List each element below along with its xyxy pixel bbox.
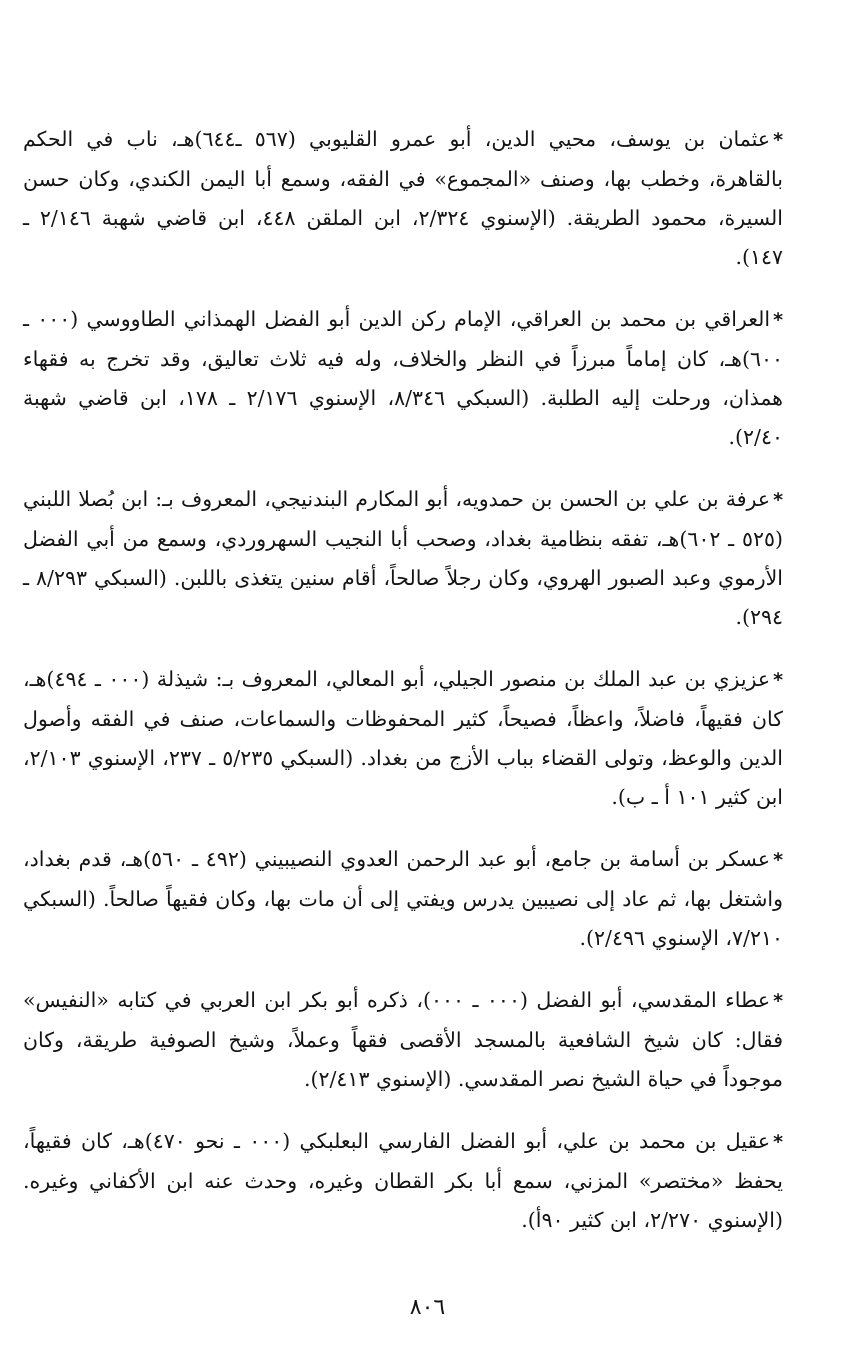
biography-entry (23, 480, 783, 637)
entry-marker: * (773, 489, 783, 511)
entry-text: عطاء المقدسي، أبو الفضل (٠٠٠ ـ ٠٠٠)، ذكره أبو بكر ابن العربي في كتابه «النفيس» فقال: كان شيخ الشافعية بالمسجد الأقصى فقهاً وعملاً، وشيخ الصوفية طريقة، وكان موجوداً في حياة الشيخ نصر المقدسي. (الإسنوي ٢/٤١٣). (23, 988, 783, 1091)
entry-marker: * (773, 309, 783, 331)
biography-entry (23, 120, 783, 277)
entry-marker: * (773, 990, 783, 1012)
entry-text: عزيزي بن عبد الملك بن منصور الجيلي، أبو المعالي، المعروف بـ: شيذلة (٠٠٠ ـ ٤٩٤)هـ، كان فقيهاً، فاضلاً، واعظاً، فصيحاً، كثير المحفوظات والسماعات، صنف في الفقه وأصول الدين والوعظ، وتولى القضاء بباب الأزج من بغداد. (السبكي ٥/٢٣٥ ـ ٢٣٧، الإسنوي ٢/١٠٣، ابن كثير ١٠١ أ ـ ب). (23, 667, 783, 809)
entry-text: عرفة بن علي بن الحسن بن حمدويه، أبو المكارم البندنيجي، المعروف بـ: ابن بُصلا اللبني (٥٢٥ ـ ٦٠٢)هـ، تفقه بنظامية بغداد، وصحب أبا النجيب السهروردي، وسمع من أبي الفضل الأرموي وعبد الصبور الهروي، وكان رجلاً صالحاً، أقام سنين يتغذى باللبن. (السبكي ٨/٢٩٣ ـ ٢٩٤). (23, 487, 783, 629)
entry-text: العراقي بن محمد بن العراقي، الإمام ركن الدين أبو الفضل الهمذاني الطاووسي (٠٠٠ ـ ٦٠٠)هـ، كان إماماً مبرزاً في النظر والخلاف، وله فيه ثلاث تعاليق، وقد تخرج به فقهاء همذان، ورحلت إليه الطلبة. (السبكي ٨/٣٤٦، الإسنوي ٢/١٧٦ ـ ١٧٨، ابن قاضي شهبة ٢/٤٠). (23, 307, 783, 449)
entry-text: عثمان بن يوسف، محيي الدين، أبو عمرو القليوبي (٥٦٧ ـ٦٤٤)هـ، ناب في الحكم بالقاهرة، وخطب بها، وصنف «المجموع» في الفقه، وسمع أبا اليمن الكندي، وكان حسن السيرة، محمود الطريقة. (الإسنوي ٢/٣٢٤، ابن الملقن ٤٤٨، ابن قاضي شهبة ٢/١٤٦ ـ ١٤٧). (23, 127, 783, 269)
biography-entry (23, 660, 783, 817)
entry-marker: * (773, 669, 784, 691)
page-number: ٨٠٦ (409, 1295, 446, 1320)
entry-marker: * (773, 1131, 783, 1153)
biography-entry (23, 981, 783, 1099)
entry-text: عسكر بن أسامة بن جامع، أبو عبد الرحمن العدوي النصيبيني (٤٩٢ ـ ٥٦٠)هـ، قدم بغداد، واشتغل بها، ثم عاد إلى نصيبين يدرس ويفتي إلى أن مات بها، وكان فقيهاً صالحاً. (السبكي ٧/٢١٠، الإسنوي ٢/٤٩٦). (23, 847, 783, 950)
biography-entry (23, 300, 783, 457)
biography-entry (23, 840, 783, 958)
entry-marker: * (773, 129, 783, 151)
entry-marker: * (773, 849, 784, 871)
biography-entries (23, 120, 783, 1263)
biography-entry (23, 1122, 783, 1240)
entry-text: عقيل بن محمد بن علي، أبو الفضل الفارسي البعلبكي (٠٠٠ ـ نحو ٤٧٠)هـ، كان فقيهاً، يحفظ «مختصر» المزني، سمع أبا بكر القطان وغيره، وحدث عنه ابن الأكفاني وغيره. (الإسنوي ٢/٢٧٠، ابن كثير ٩٠أ). (23, 1129, 783, 1232)
